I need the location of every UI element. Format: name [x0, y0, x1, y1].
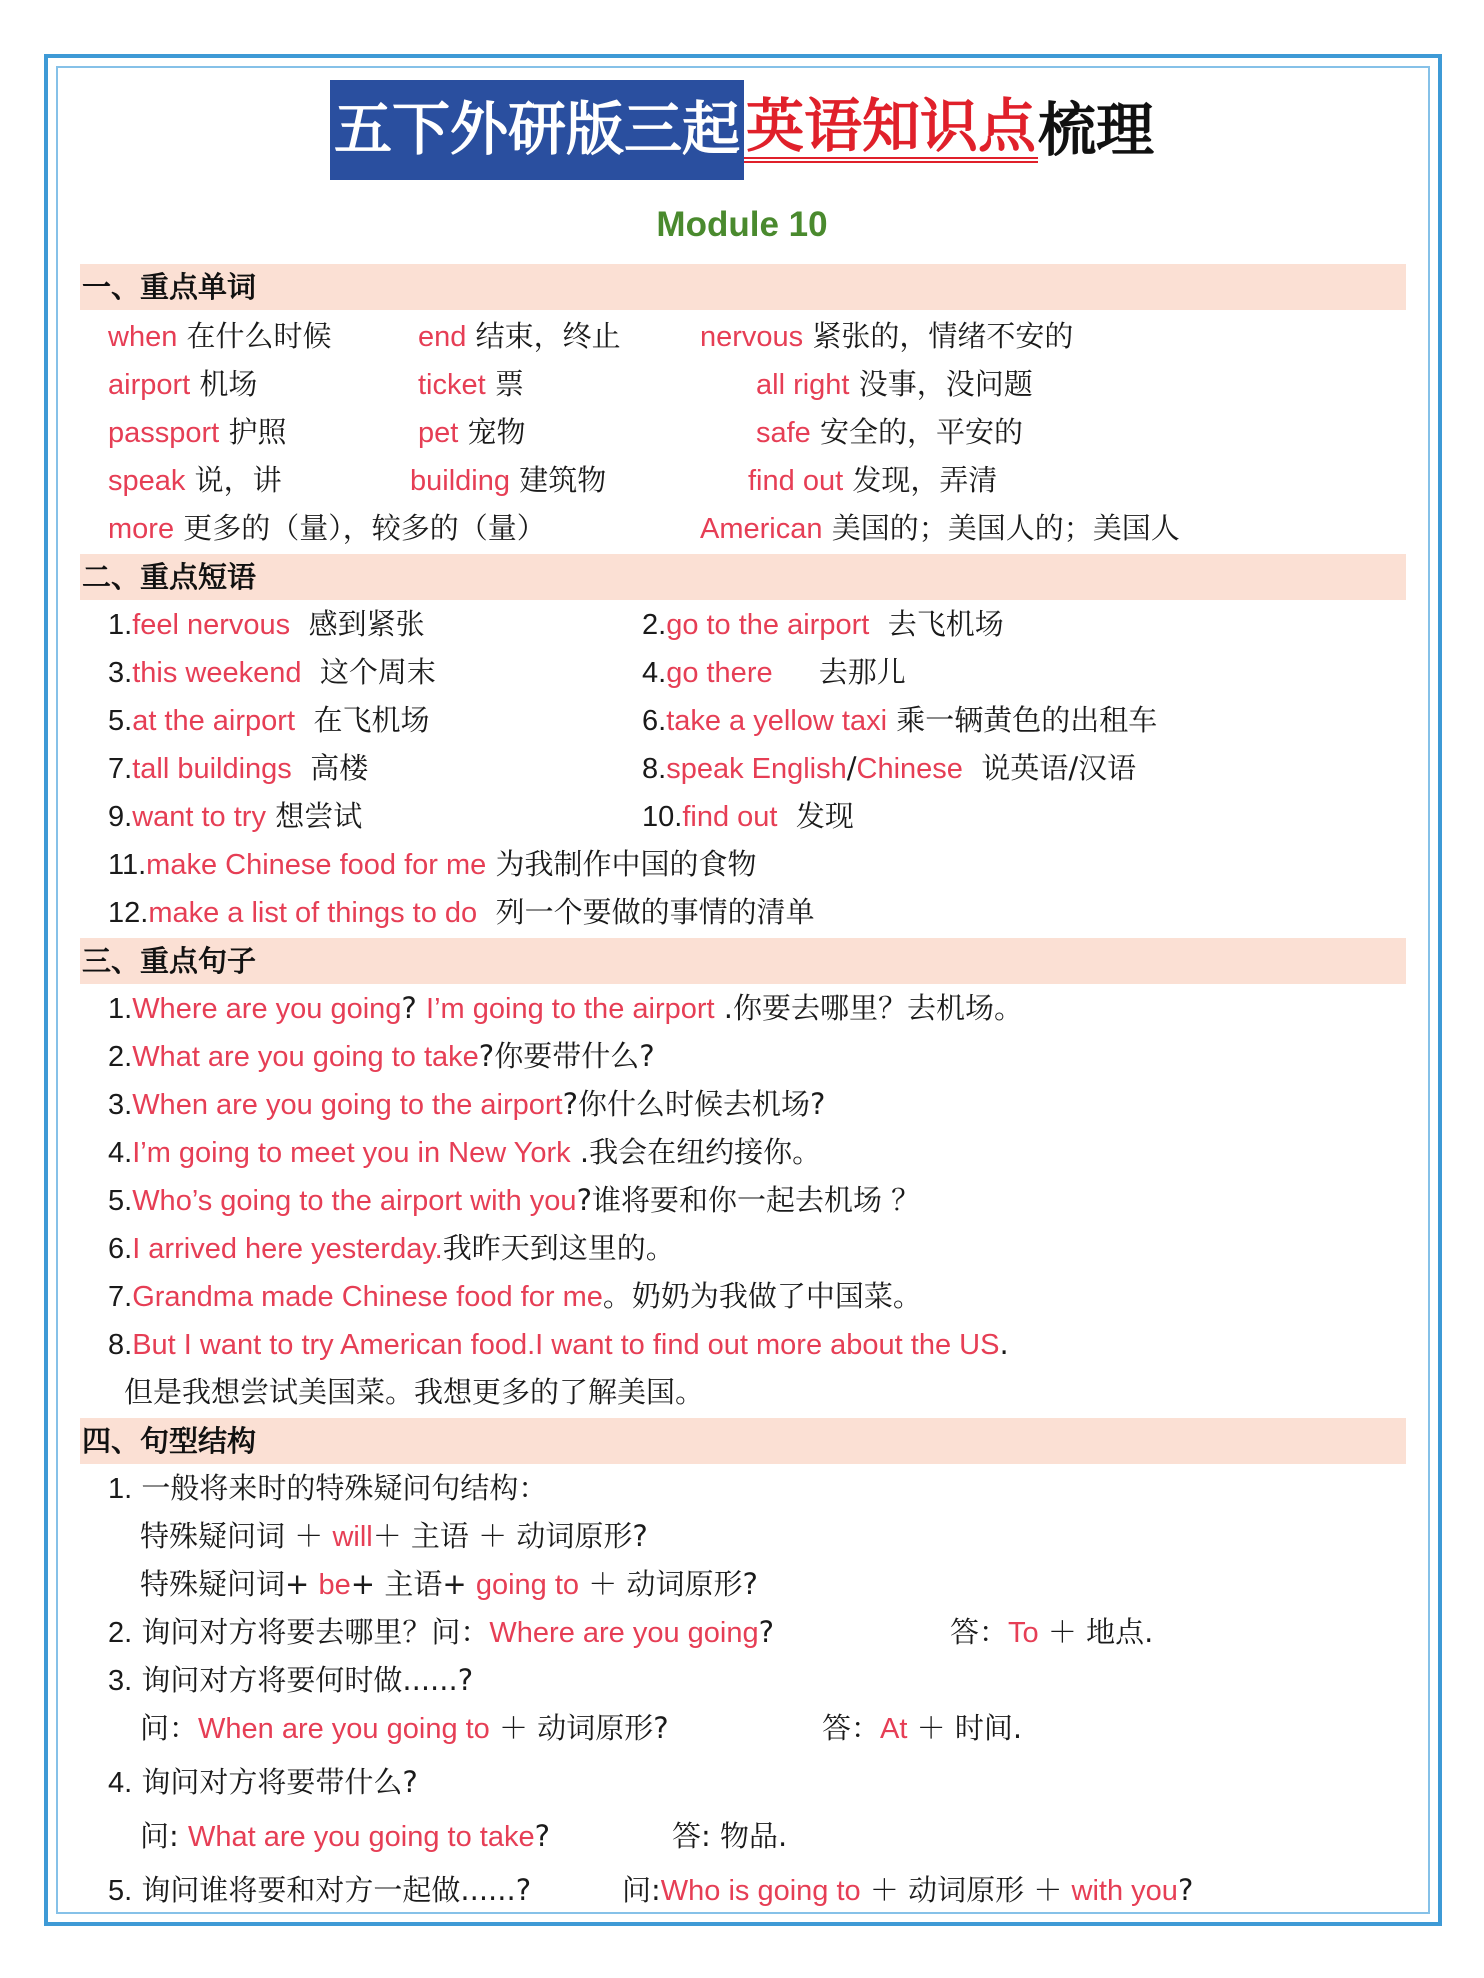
structure-answer: 答：To ＋ 地点.	[950, 1615, 1154, 1649]
phrase-item: 7.tall buildings 高楼	[108, 751, 369, 785]
vocab-item: pet 宠物	[418, 415, 526, 449]
vocab-item: safe 安全的，平安的	[756, 415, 1024, 449]
vocab-item: end 结束，终止	[418, 319, 621, 353]
structure-formula: 特殊疑问词+ be+ 主语+ going to ＋ 动词原形?	[140, 1567, 758, 1601]
structure-formula: 问: What are you going to take?	[140, 1819, 551, 1853]
title-part1: 五下外研版三起	[330, 80, 744, 180]
sentence-item: 6.I arrived here yesterday.我昨天到这里的。	[108, 1231, 675, 1265]
title-part3: 梳理	[1038, 96, 1155, 164]
sentence-translation: 但是我想尝试美国菜。我想更多的了解美国。	[124, 1375, 705, 1409]
structure-item: 2. 询问对方将要去哪里？问：Where are you going?	[108, 1615, 775, 1649]
vocab-item: building 建筑物	[410, 463, 607, 497]
structure-item: 4. 询问对方将要带什么?	[108, 1765, 418, 1799]
structure-answer: 答: 物品.	[672, 1819, 788, 1853]
sentence-item: 4.I’m going to meet you in New York .我会在纽约接你。	[108, 1135, 822, 1169]
sentence-item: 8.But I want to try American food.I want to find out more about the US.	[108, 1327, 1009, 1361]
module-heading: Module 10	[656, 205, 828, 244]
structure-formula: 特殊疑问词 ＋ will＋ 主语 ＋ 动词原形?	[140, 1519, 648, 1553]
phrase-item: 12.make a list of things to do 列一个要做的事情的清单	[108, 895, 815, 929]
vocab-item: American 美国的；美国人的；美国人	[700, 511, 1180, 545]
phrase-item: 11.make Chinese food for me 为我制作中国的食物	[108, 847, 757, 881]
section-header-words: 一、重点单词	[80, 264, 1406, 310]
vocab-item: all right 没事，没问题	[756, 367, 1033, 401]
sentence-item: 5.Who’s going to the airport with you?谁将要和你一起去机场 ？	[108, 1183, 921, 1217]
structure-formula: 问：When are you going to ＋ 动词原形?	[140, 1711, 669, 1745]
vocab-item: speak 说，讲	[108, 463, 282, 497]
phrase-item: 1.feel nervous 感到紧张	[108, 607, 425, 641]
phrase-item: 10.find out 发现	[642, 799, 854, 833]
page-title	[0, 80, 1484, 180]
structure-item: 3. 询问对方将要何时做......?	[108, 1663, 474, 1697]
phrase-item: 4.go there 去那儿	[642, 655, 906, 689]
sentence-item: 7.Grandma made Chinese food for me。奶奶为我做了中国菜。	[108, 1279, 922, 1313]
vocab-item: find out 发现，弄清	[748, 463, 998, 497]
phrase-item: 5.at the airport 在飞机场	[108, 703, 430, 737]
structure-formula: 问:Who is going to ＋ 动词原形 ＋ with you?	[622, 1873, 1194, 1907]
phrase-item: 2.go to the airport 去飞机场	[642, 607, 1004, 641]
vocab-item: more 更多的（量），较多的（量）	[108, 511, 546, 545]
structure-answer: 答：At ＋ 时间.	[822, 1711, 1023, 1745]
vocab-item: airport 机场	[108, 367, 258, 401]
section-header-phrases: 二、重点短语	[80, 554, 1406, 600]
phrase-item: 9.want to try 想尝试	[108, 799, 363, 833]
phrase-item: 3.this weekend 这个周末	[108, 655, 436, 689]
section-header-sentences: 三、重点句子	[80, 938, 1406, 984]
sentence-item: 1.Where are you going? I’m going to the airport .你要去哪里？去机场。	[108, 991, 1024, 1025]
vocab-item: nervous 紧张的，情绪不安的	[700, 319, 1074, 353]
phrase-item: 6.take a yellow taxi 乘一辆黄色的出租车	[642, 703, 1158, 737]
vocab-item: when 在什么时候	[108, 319, 332, 353]
structure-item: 1. 一般将来时的特殊疑问句结构：	[108, 1471, 548, 1505]
structure-item: 5. 询问谁将要和对方一起做......?	[108, 1873, 532, 1907]
phrase-item: 8.speak English/Chinese 说英语/汉语	[642, 751, 1137, 785]
title-part2: 英语知识点	[744, 97, 1038, 163]
section-header-structures: 四、句型结构	[80, 1418, 1406, 1464]
vocab-item: passport 护照	[108, 415, 287, 449]
vocab-item: ticket 票	[418, 367, 524, 401]
sentence-item: 2.What are you going to take?你要带什么?	[108, 1039, 655, 1073]
sentence-item: 3.When are you going to the airport?你什么时候去机场?	[108, 1087, 826, 1121]
